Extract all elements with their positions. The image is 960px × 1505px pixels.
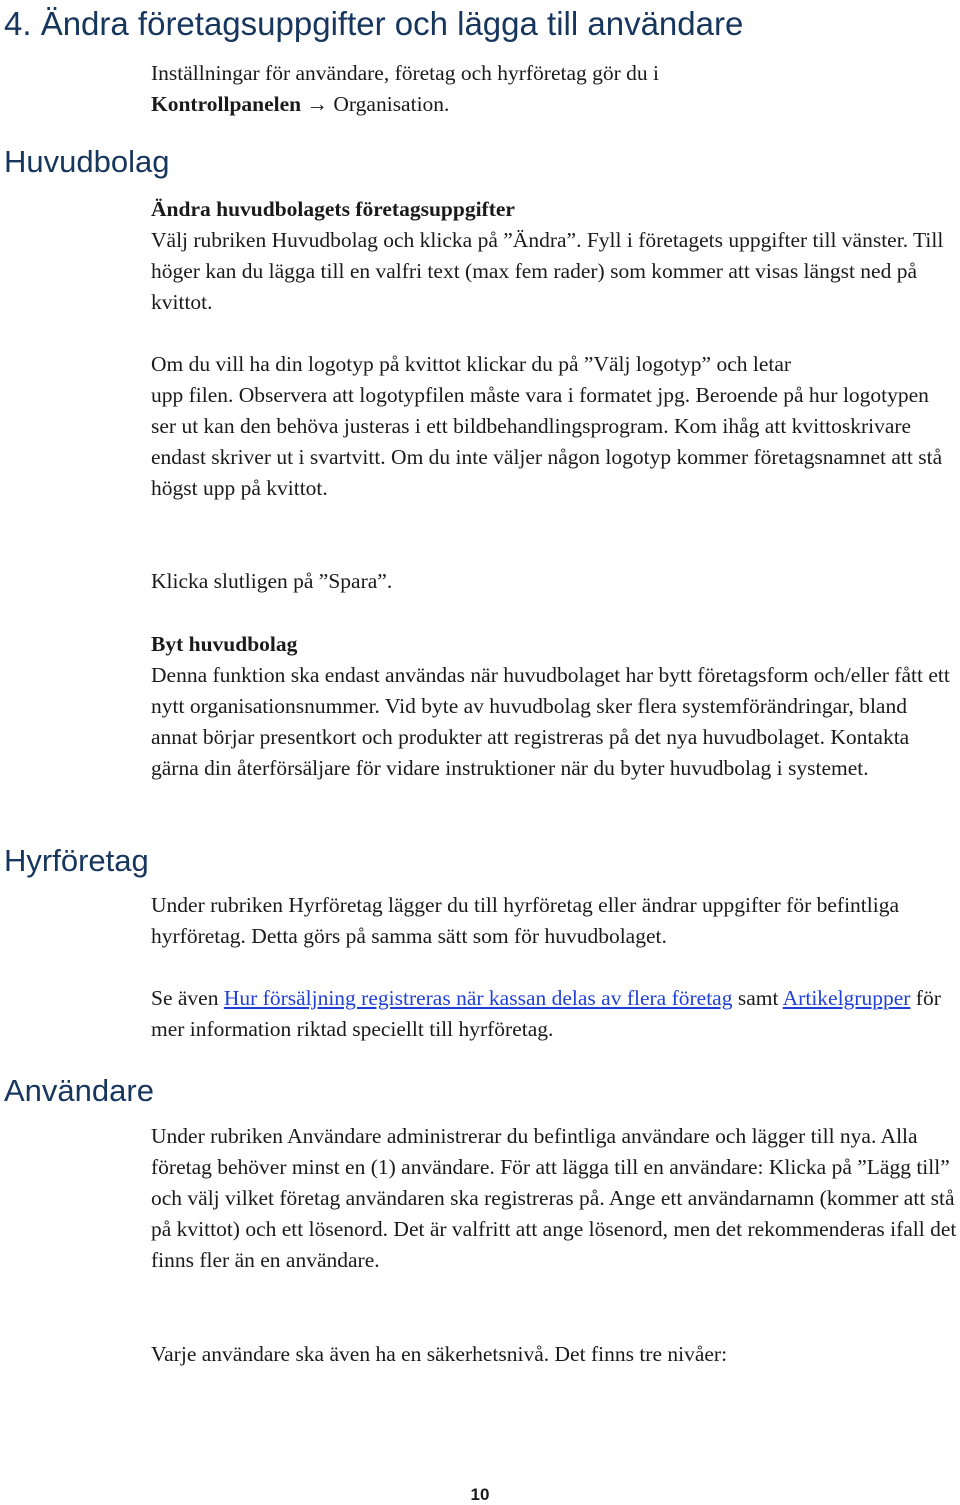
page-title: 4. Ändra företagsuppgifter och lägga till användare xyxy=(4,5,744,42)
intro-paragraph xyxy=(151,58,957,120)
page-number: 10 xyxy=(470,1485,490,1504)
link-kassan-delas[interactable]: Hur försäljning registreras när kassan delas av flera företag xyxy=(223,986,733,1010)
organisation-label: Organisation. xyxy=(333,92,450,116)
intro-text: Inställningar för användare, företag och hyrföretag gör du i xyxy=(151,61,660,85)
spara-paragraph: Klicka slutligen på ”Spara”. xyxy=(151,569,393,593)
andra-text: Välj rubriken Huvudbolag och klicka på ”Ändra”. Fyll i företagets uppgifter till vänster. Till höger kan du lägga till en valfri text (max fem rader) som kommer att visas längst ned på kvittot. xyxy=(151,228,944,314)
link-artikelgrupper[interactable]: Artikelgrupper xyxy=(782,986,911,1010)
andra-heading: Ändra huvudbolagets företagsuppgifter xyxy=(151,197,515,221)
arrow-icon: → xyxy=(306,92,328,116)
see-also-middle: samt xyxy=(737,986,779,1010)
see-also-paragraph xyxy=(151,983,957,1045)
users-paragraph: Under rubriken Användare administrerar du befintliga användare och lägger till nya. Alla företag behöver minst en (1) användare. För att lägga till en användare: Klicka på ”Lägg till” och välj vilket företag användaren ska registreras på. Ange ett användarnamn (kommer att stå på kvittot) och ett lösenord. Det är valfritt att ange lösenord, men det rekommenderas ifall det finns fler än en användare. xyxy=(151,1124,957,1272)
logotyp-text-first-line: Om du vill ha din logotyp på kvittot klickar du på ”Välj logotyp” och letar xyxy=(151,352,792,376)
byt-text: Denna funktion ska endast användas när huvudbolaget har bytt företagsform och/eller fått ett nytt organisationsnummer. Vid byte av huvudbolag sker flera systemförändringar, bland annat börjar presentkort och produkter att registreras på det nya huvudbolaget. Kontakta gärna din återförsäljare för vidare instruktioner när du byter huvudbolag i systemet. xyxy=(151,663,950,780)
logotyp-paragraph xyxy=(151,349,957,504)
section-heading-hyrforetag: Hyrföretag xyxy=(4,843,149,878)
levels-paragraph: Varje användare ska även ha en säkerhetsnivå. Det finns tre nivåer: xyxy=(151,1342,728,1366)
hyrforetag-paragraph: Under rubriken Hyrföretag lägger du till hyrföretag eller ändrar uppgifter för befintliga hyrföretag. Detta görs på samma sätt som för huvudbolaget. xyxy=(151,893,900,948)
section-heading-anvandare: Användare xyxy=(4,1073,154,1108)
byt-heading: Byt huvudbolag xyxy=(151,632,298,656)
see-also-prefix: Se även xyxy=(151,986,219,1010)
control-panel-label: Kontrollpanelen xyxy=(151,92,302,116)
logotyp-text: upp filen. Observera att logotypfilen måste vara i formatet jpg. Beroende på hur logotypen ser ut kan den behöva justeras i ett bildbehandlingsprogram. Kom ihåg att kvittoskrivare endast skriver ut i svartvitt. Om du inte väljer någon logotyp kommer företagsnamnet att stå högst upp på kvittot. xyxy=(151,383,943,500)
andra-paragraph xyxy=(151,194,957,318)
byt-paragraph xyxy=(151,629,957,784)
see-also-suffix: för mer information riktad speciellt till hyrföretag. xyxy=(151,986,941,1041)
section-heading-huvudbolag: Huvudbolag xyxy=(4,144,170,179)
